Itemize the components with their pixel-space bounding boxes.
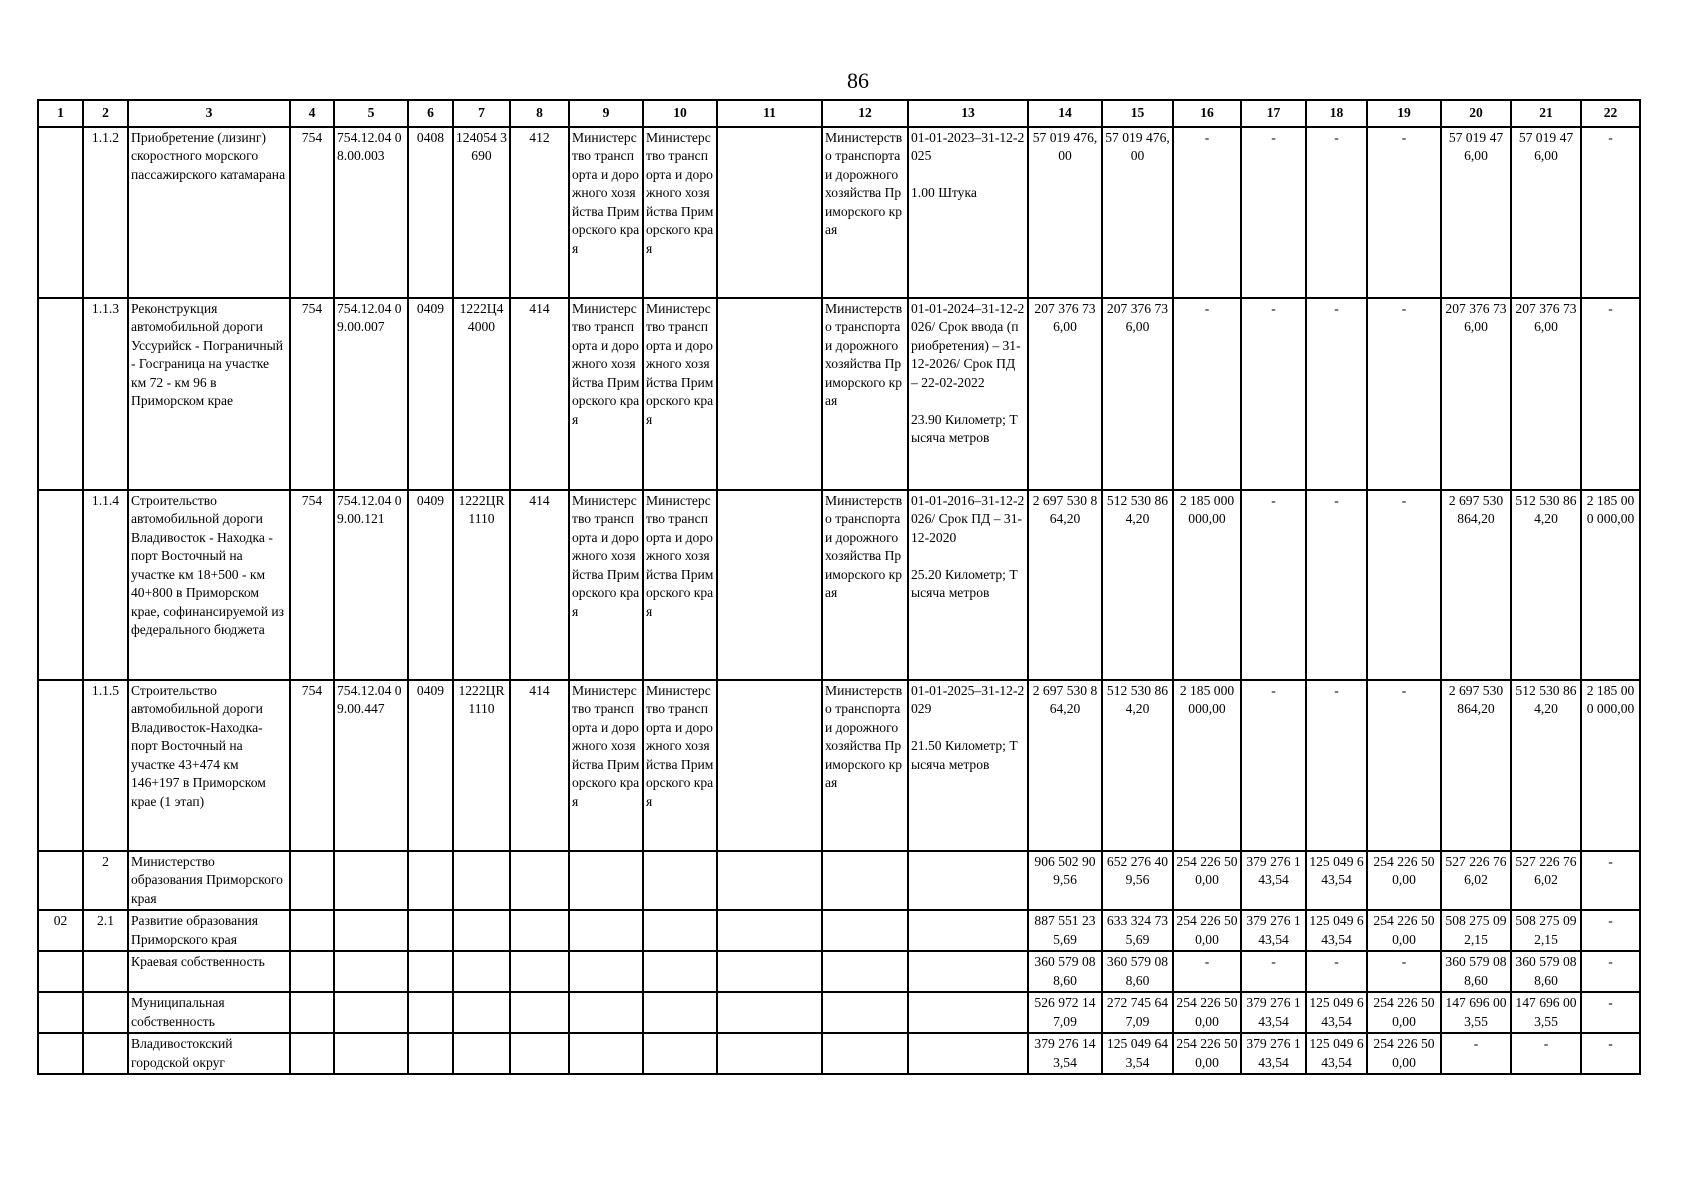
table-cell-col19: 254 226 500,00 — [1367, 992, 1441, 1033]
table-cell-col15: 57 019 476,00 — [1102, 127, 1173, 298]
col-header: 9 — [569, 100, 643, 127]
table-cell-col13 — [908, 951, 1028, 992]
table-cell-col13 — [908, 851, 1028, 911]
table-cell-col2: 2 — [83, 851, 128, 911]
col-header: 10 — [643, 100, 717, 127]
table-cell-col6 — [408, 1033, 453, 1074]
table-cell-col13 — [908, 992, 1028, 1033]
table-cell-col16: 254 226 500,00 — [1173, 851, 1241, 911]
table-cell-col4: 754 — [290, 490, 334, 680]
table-cell-col11 — [717, 127, 822, 298]
table-cell-col17: - — [1241, 951, 1306, 992]
table-cell-col8 — [510, 851, 569, 911]
table-cell-col2 — [83, 1033, 128, 1074]
table-cell-col16: - — [1173, 298, 1241, 490]
table-row — [38, 680, 1640, 851]
table-cell-col18: - — [1306, 490, 1367, 680]
table-cell-col11 — [717, 680, 822, 851]
table-cell-col20: 2 697 530 864,20 — [1441, 680, 1511, 851]
table-cell-col12 — [822, 951, 908, 992]
table-cell-col22: - — [1581, 298, 1640, 490]
table-cell-col10: Министерство транспорта и дорожного хозяйства Приморского края — [643, 680, 717, 851]
table-cell-col10: Министерство транспорта и дорожного хозяйства Приморского края — [643, 298, 717, 490]
table-cell-col5 — [334, 951, 408, 992]
table-cell-col12: Министерство транспорта и дорожного хозяйства Приморского края — [822, 298, 908, 490]
table-cell-col13: 01-01-2025–31-12-2029 21.50 Километр; Тысяча метров — [908, 680, 1028, 851]
table-cell-col15: 125 049 643,54 — [1102, 1033, 1173, 1074]
table-cell-col4 — [290, 992, 334, 1033]
table-cell-col11 — [717, 951, 822, 992]
col-header: 19 — [1367, 100, 1441, 127]
table-cell-col8 — [510, 910, 569, 951]
table-cell-col7: 1222ЦR 1110 — [453, 490, 510, 680]
table-cell-col14: 360 579 088,60 — [1028, 951, 1102, 992]
table-cell-col18: 125 049 643,54 — [1306, 992, 1367, 1033]
table-cell-col7: 1222ЦR 1110 — [453, 680, 510, 851]
table-cell-col19: 254 226 500,00 — [1367, 851, 1441, 911]
table-cell-col3: Развитие образования Приморского края — [128, 910, 290, 951]
table-cell-col15: 207 376 736,00 — [1102, 298, 1173, 490]
table-cell-col5: 754.12.04 09.00.121 — [334, 490, 408, 680]
table-cell-col2: 1.1.3 — [83, 298, 128, 490]
table-cell-col3: Приобретение (лизинг) скоростного морского пассажирского катамарана — [128, 127, 290, 298]
table-cell-col5: 754.12.04 09.00.447 — [334, 680, 408, 851]
col-header: 6 — [408, 100, 453, 127]
table-cell-col14: 887 551 235,69 — [1028, 910, 1102, 951]
table-row — [38, 951, 1640, 992]
table-cell-col11 — [717, 910, 822, 951]
table-cell-col20: 147 696 003,55 — [1441, 992, 1511, 1033]
table-cell-col5 — [334, 1033, 408, 1074]
table-cell-col4 — [290, 910, 334, 951]
table-cell-col15: 652 276 409,56 — [1102, 851, 1173, 911]
col-header: 15 — [1102, 100, 1173, 127]
header-row — [38, 100, 1640, 127]
col-header: 21 — [1511, 100, 1581, 127]
table-cell-col21: 207 376 736,00 — [1511, 298, 1581, 490]
col-header: 17 — [1241, 100, 1306, 127]
table-cell-col17: 379 276 143,54 — [1241, 992, 1306, 1033]
table-cell-col15: 272 745 647,09 — [1102, 992, 1173, 1033]
table-cell-col4: 754 — [290, 127, 334, 298]
col-header: 22 — [1581, 100, 1640, 127]
table-cell-col5 — [334, 910, 408, 951]
col-header: 20 — [1441, 100, 1511, 127]
table-cell-col7 — [453, 851, 510, 911]
table-cell-col21: 512 530 864,20 — [1511, 680, 1581, 851]
table-cell-col19: - — [1367, 951, 1441, 992]
table-cell-col6 — [408, 851, 453, 911]
table-cell-col10 — [643, 851, 717, 911]
table-cell-col14: 379 276 143,54 — [1028, 1033, 1102, 1074]
table-row — [38, 910, 1640, 951]
table-cell-col3: Строительство автомобильной дороги Владивосток-Находка-порт Восточный на участке 43+474 км 146+197 в Приморском крае (1 этап) — [128, 680, 290, 851]
table-cell-col10: Министерство транспорта и дорожного хозяйства Приморского края — [643, 490, 717, 680]
table-cell-col16: 254 226 500,00 — [1173, 910, 1241, 951]
table-cell-col1 — [38, 1033, 83, 1074]
table-row — [38, 992, 1640, 1033]
table-cell-col9: Министерство транспорта и дорожного хозяйства Приморского края — [569, 127, 643, 298]
table-cell-col16: 254 226 500,00 — [1173, 1033, 1241, 1074]
col-header: 13 — [908, 100, 1028, 127]
table-cell-col17: - — [1241, 680, 1306, 851]
table-cell-col4: 754 — [290, 680, 334, 851]
table-cell-col12 — [822, 992, 908, 1033]
table-cell-col13 — [908, 1033, 1028, 1074]
table-cell-col17: - — [1241, 127, 1306, 298]
table-cell-col21: 527 226 766,02 — [1511, 851, 1581, 911]
table-cell-col11 — [717, 1033, 822, 1074]
table-cell-col18: - — [1306, 951, 1367, 992]
table-cell-col5 — [334, 851, 408, 911]
table-cell-col16: 254 226 500,00 — [1173, 992, 1241, 1033]
table-cell-col6: 0409 — [408, 298, 453, 490]
table-cell-col16: - — [1173, 951, 1241, 992]
table-cell-col15: 633 324 735,69 — [1102, 910, 1173, 951]
table-cell-col10 — [643, 992, 717, 1033]
table-cell-col10 — [643, 951, 717, 992]
table-cell-col1 — [38, 851, 83, 911]
table-cell-col9: Министерство транспорта и дорожного хозяйства Приморского края — [569, 298, 643, 490]
table-cell-col7 — [453, 1033, 510, 1074]
table-cell-col9 — [569, 851, 643, 911]
table-cell-col7 — [453, 951, 510, 992]
table-cell-col5: 754.12.04 08.00.003 — [334, 127, 408, 298]
table-cell-col19: - — [1367, 490, 1441, 680]
table-cell-col9 — [569, 910, 643, 951]
table-cell-col14: 2 697 530 864,20 — [1028, 490, 1102, 680]
table-cell-col14: 57 019 476,00 — [1028, 127, 1102, 298]
table-cell-col2: 1.1.4 — [83, 490, 128, 680]
table-cell-col10: Министерство транспорта и дорожного хозяйства Приморского края — [643, 127, 717, 298]
table-cell-col21: 508 275 092,15 — [1511, 910, 1581, 951]
table-cell-col2 — [83, 992, 128, 1033]
table-cell-col8: 414 — [510, 680, 569, 851]
table-cell-col18: 125 049 643,54 — [1306, 1033, 1367, 1074]
table-cell-col1 — [38, 951, 83, 992]
col-header: 1 — [38, 100, 83, 127]
table-cell-col1 — [38, 992, 83, 1033]
table-cell-col20: 57 019 476,00 — [1441, 127, 1511, 298]
table-cell-col20: - — [1441, 1033, 1511, 1074]
table-cell-col9 — [569, 992, 643, 1033]
col-header: 5 — [334, 100, 408, 127]
table-cell-col9: Министерство транспорта и дорожного хозяйства Приморского края — [569, 680, 643, 851]
table-cell-col11 — [717, 992, 822, 1033]
table-cell-col9 — [569, 1033, 643, 1074]
table-cell-col18: - — [1306, 127, 1367, 298]
table-cell-col20: 508 275 092,15 — [1441, 910, 1511, 951]
table-cell-col2 — [83, 951, 128, 992]
table-cell-col15: 512 530 864,20 — [1102, 680, 1173, 851]
table-cell-col14: 2 697 530 864,20 — [1028, 680, 1102, 851]
table-cell-col1 — [38, 490, 83, 680]
table-cell-col8: 412 — [510, 127, 569, 298]
table-cell-col3: Краевая собственность — [128, 951, 290, 992]
col-header: 8 — [510, 100, 569, 127]
table-cell-col19: - — [1367, 127, 1441, 298]
table-cell-col17: - — [1241, 490, 1306, 680]
table-cell-col19: - — [1367, 298, 1441, 490]
table-cell-col14: 207 376 736,00 — [1028, 298, 1102, 490]
col-header: 11 — [717, 100, 822, 127]
table-cell-col22: - — [1581, 992, 1640, 1033]
table-cell-col2: 2.1 — [83, 910, 128, 951]
table-cell-col10 — [643, 910, 717, 951]
table-cell-col20: 2 697 530 864,20 — [1441, 490, 1511, 680]
col-header: 12 — [822, 100, 908, 127]
table-cell-col22: - — [1581, 1033, 1640, 1074]
table-cell-col21: 57 019 476,00 — [1511, 127, 1581, 298]
table-cell-col18: 125 049 643,54 — [1306, 910, 1367, 951]
table-cell-col7: 1222Ц4 4000 — [453, 298, 510, 490]
table-cell-col12: Министерство транспорта и дорожного хозяйства Приморского края — [822, 490, 908, 680]
table-cell-col4: 754 — [290, 298, 334, 490]
table-cell-col2: 1.1.2 — [83, 127, 128, 298]
table-row — [38, 127, 1640, 298]
table-cell-col8 — [510, 951, 569, 992]
table-cell-col20: 360 579 088,60 — [1441, 951, 1511, 992]
table-cell-col16: 2 185 000 000,00 — [1173, 490, 1241, 680]
table-cell-col12 — [822, 851, 908, 911]
table-cell-col13 — [908, 910, 1028, 951]
table-row — [38, 851, 1640, 911]
table-cell-col6: 0409 — [408, 680, 453, 851]
table-cell-col6 — [408, 910, 453, 951]
table-cell-col22: - — [1581, 910, 1640, 951]
table-cell-col3: Владивостокский городской округ — [128, 1033, 290, 1074]
table-cell-col21: - — [1511, 1033, 1581, 1074]
table-cell-col22: - — [1581, 951, 1640, 992]
table-cell-col20: 207 376 736,00 — [1441, 298, 1511, 490]
col-header: 4 — [290, 100, 334, 127]
table-cell-col8: 414 — [510, 490, 569, 680]
table-cell-col17: - — [1241, 298, 1306, 490]
col-header: 2 — [83, 100, 128, 127]
table-cell-col14: 906 502 909,56 — [1028, 851, 1102, 911]
table-cell-col7: 124054 3690 — [453, 127, 510, 298]
table-cell-col17: 379 276 143,54 — [1241, 851, 1306, 911]
col-header: 16 — [1173, 100, 1241, 127]
col-header: 14 — [1028, 100, 1102, 127]
table-cell-col19: 254 226 500,00 — [1367, 910, 1441, 951]
table-cell-col1: 02 — [38, 910, 83, 951]
table-cell-col18: 125 049 643,54 — [1306, 851, 1367, 911]
table-cell-col18: - — [1306, 298, 1367, 490]
table-cell-col22: 2 185 000 000,00 — [1581, 490, 1640, 680]
table-cell-col15: 360 579 088,60 — [1102, 951, 1173, 992]
table-cell-col7 — [453, 910, 510, 951]
table-cell-col4 — [290, 851, 334, 911]
table-cell-col13: 01-01-2023–31-12-2025 1.00 Штука — [908, 127, 1028, 298]
table-cell-col20: 527 226 766,02 — [1441, 851, 1511, 911]
table-cell-col6: 0408 — [408, 127, 453, 298]
table-row — [38, 490, 1640, 680]
table-cell-col13: 01-01-2016–31-12-2026/ Срок ПД – 31-12-2020 25.20 Километр; Тысяча метров — [908, 490, 1028, 680]
table-cell-col22: - — [1581, 127, 1640, 298]
table-cell-col4 — [290, 1033, 334, 1074]
table-cell-col21: 147 696 003,55 — [1511, 992, 1581, 1033]
table-row — [38, 1033, 1640, 1074]
page-number: 86 — [847, 68, 869, 93]
table-cell-col11 — [717, 851, 822, 911]
table-cell-col18: - — [1306, 680, 1367, 851]
table-cell-col12: Министерство транспорта и дорожного хозяйства Приморского края — [822, 680, 908, 851]
table-cell-col4 — [290, 951, 334, 992]
table-cell-col1 — [38, 680, 83, 851]
table-cell-col19: 254 226 500,00 — [1367, 1033, 1441, 1074]
table-cell-col11 — [717, 298, 822, 490]
table-cell-col6 — [408, 992, 453, 1033]
table-cell-col3: Министерство образования Приморского края — [128, 851, 290, 911]
table-cell-col16: 2 185 000 000,00 — [1173, 680, 1241, 851]
col-header: 7 — [453, 100, 510, 127]
table-cell-col1 — [38, 127, 83, 298]
table-cell-col11 — [717, 490, 822, 680]
table-cell-col5: 754.12.04 09.00.007 — [334, 298, 408, 490]
table-cell-col9 — [569, 951, 643, 992]
table-cell-col1 — [38, 298, 83, 490]
col-header: 18 — [1306, 100, 1367, 127]
table-cell-col6: 0409 — [408, 490, 453, 680]
col-header: 3 — [128, 100, 290, 127]
table-body — [38, 127, 1640, 1075]
table-cell-col8 — [510, 992, 569, 1033]
table-row — [38, 298, 1640, 490]
table-cell-col2: 1.1.5 — [83, 680, 128, 851]
table-cell-col16: - — [1173, 127, 1241, 298]
budget-table — [37, 99, 1641, 1075]
table-cell-col21: 512 530 864,20 — [1511, 490, 1581, 680]
table-cell-col7 — [453, 992, 510, 1033]
table-cell-col10 — [643, 1033, 717, 1074]
table-cell-col8: 414 — [510, 298, 569, 490]
table-cell-col9: Министерство транспорта и дорожного хозяйства Приморского края — [569, 490, 643, 680]
table-cell-col3: Муниципальная собственность — [128, 992, 290, 1033]
table-cell-col15: 512 530 864,20 — [1102, 490, 1173, 680]
table-cell-col3: Реконструкция автомобильной дороги Уссурийск - Пограничный - Госграница на участке км 72 - км 96 в Приморском крае — [128, 298, 290, 490]
table-cell-col17: 379 276 143,54 — [1241, 1033, 1306, 1074]
table-cell-col14: 526 972 147,09 — [1028, 992, 1102, 1033]
table-cell-col22: 2 185 000 000,00 — [1581, 680, 1640, 851]
table-cell-col19: - — [1367, 680, 1441, 851]
table-cell-col22: - — [1581, 851, 1640, 911]
table-cell-col12: Министерство транспорта и дорожного хозяйства Приморского края — [822, 127, 908, 298]
table-cell-col3: Строительство автомобильной дороги Владивосток - Находка - порт Восточный на участке км 18+500 - км 40+800 в Приморском крае, софинансируемой из федерального бюджета — [128, 490, 290, 680]
table-cell-col6 — [408, 951, 453, 992]
table-cell-col21: 360 579 088,60 — [1511, 951, 1581, 992]
table-cell-col8 — [510, 1033, 569, 1074]
table-cell-col12 — [822, 1033, 908, 1074]
table-cell-col12 — [822, 910, 908, 951]
table-cell-col17: 379 276 143,54 — [1241, 910, 1306, 951]
table-cell-col5 — [334, 992, 408, 1033]
table-cell-col13: 01-01-2024–31-12-2026/ Срок ввода (приобретения) – 31-12-2026/ Срок ПД – 22-02-2022 23.90 Километр; Тысяча метров — [908, 298, 1028, 490]
